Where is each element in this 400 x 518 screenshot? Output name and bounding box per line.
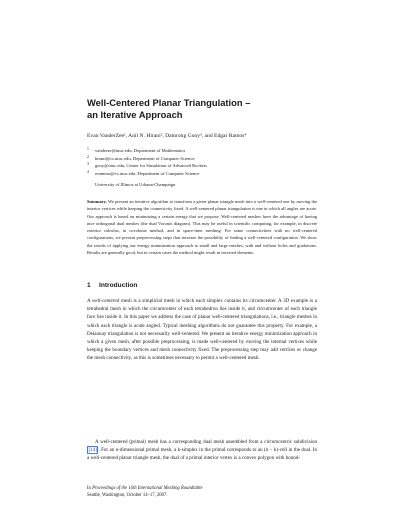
affiliation-text: hirani@cs.uiuc.edu, Department of Computer Science <box>95 155 195 161</box>
title-line-2: an Iterative Approach <box>87 109 183 120</box>
footer-line-2: Seattle, Washington, October 14–17, 2007. <box>87 493 168 498</box>
citation-link[interactable]: [14] <box>88 447 97 454</box>
affiliation-number: 2 <box>87 154 89 159</box>
affiliation-number: 1 <box>87 147 89 151</box>
affiliation-item <box>87 147 317 155</box>
author-list: Evan VanderZee¹, Anil N. Hirani², Damrong Guoy³, and Edgar Ramos⁴ <box>87 133 247 139</box>
affiliation-number: 3 <box>87 162 89 167</box>
affiliation-number: 4 <box>87 169 89 174</box>
venue-footer <box>87 485 317 499</box>
intro-paragraph-1 <box>87 297 317 363</box>
affiliation-text: eramosn@cs.uiuc.edu, Department of Computer Science <box>95 170 200 176</box>
affiliation-item <box>87 162 317 170</box>
footer-venue: Proceedings of the 16th International Meshing Roundtable <box>92 486 203 491</box>
university-name: University of Illinois at Urbana-Champaign <box>95 182 176 187</box>
footer-line-1 <box>87 485 317 492</box>
intro-paragraph-2 <box>87 438 317 463</box>
affiliation-list <box>87 147 317 177</box>
affiliation-item <box>87 170 317 178</box>
abstract-text: We present an iterative algorithm to transform a given planar triangle mesh into a well-centered one by moving the interior vertices while keeping the connectivity fixed. A well-centered planar triangulation is one in which all angles are acute. Our approach is based on minimizing a certain energy that we propose. Well-centered meshes have the advantage of having nice orthogonal dual meshes (the dual Voronoi diagram). This may be useful in scientific computing, for example, in discrete exterior calculus, in covolume method, and in space-time meshing. For some connectivities with no well-centered configurations, we present preprocessing steps that increase the possibility of finding a well-centered configuration. We show the results of applying our energy minimization approach to small and large meshes, with and without holes and gradations. Results are generally good, but in certain cases the method might result in inverted elements. <box>87 199 317 256</box>
intro-p2-rest: . For an n-dimensional primal mesh, a k-simplex in the primal corresponds to an (n − k)-cell in the dual. In a well-centered planar triangle mesh, the dual of a primal interior vertex is a convex polygon with bound- <box>87 447 317 462</box>
intro-p2-start: A well-centered (primal) mesh has a corresponding dual mesh assembled from a circumcentric subdivision <box>95 439 317 445</box>
title-line-1: Well-Centered Planar Triangulation – <box>87 97 251 108</box>
footer-prefix: In <box>87 486 93 491</box>
intro-p1-start: A <box>87 298 93 304</box>
abstract-label: Summary. <box>87 199 107 204</box>
intro-p1-rest: mesh is a simplicial mesh in which each simplex contains its circumcenter. A 3D example is a tetrahedral mesh in which the circumcenter of each tetrahedron lies inside it, and circumcenter of each triangle face lies inside it. In this paper we address the case of planar well-centered triangulations, i.e., triangle meshes in which each triangle is acute angled. Typical meshing algorithms do not guarantee this property. For example, a Delaunay triangulation is not necessarily well-centered. We present an iterative energy minimization approach in which a given mesh, after possible preprocessing, is made well-centered by moving the internal vertices while keeping the boundary vertices and mesh connectivity fixed. The preprocessing step may add vertices or change the mesh connectivity, as this is sometimes necessary to permit a well-centered mesh. <box>87 298 317 362</box>
abstract <box>87 198 317 256</box>
affiliation-text: guoy@uiuc.edu, Center for Simulation of Advanced Rockets <box>95 163 207 169</box>
section-heading <box>87 282 317 290</box>
affiliation-text: vanderze@uiuc.edu, Department of Mathematics <box>95 148 186 153</box>
section-title: Introduction <box>99 282 138 289</box>
intro-p1-emphasis: well-centered <box>92 298 120 304</box>
affiliation-item <box>87 155 317 163</box>
section-number: 1 <box>87 282 91 289</box>
paper-title <box>87 97 327 121</box>
